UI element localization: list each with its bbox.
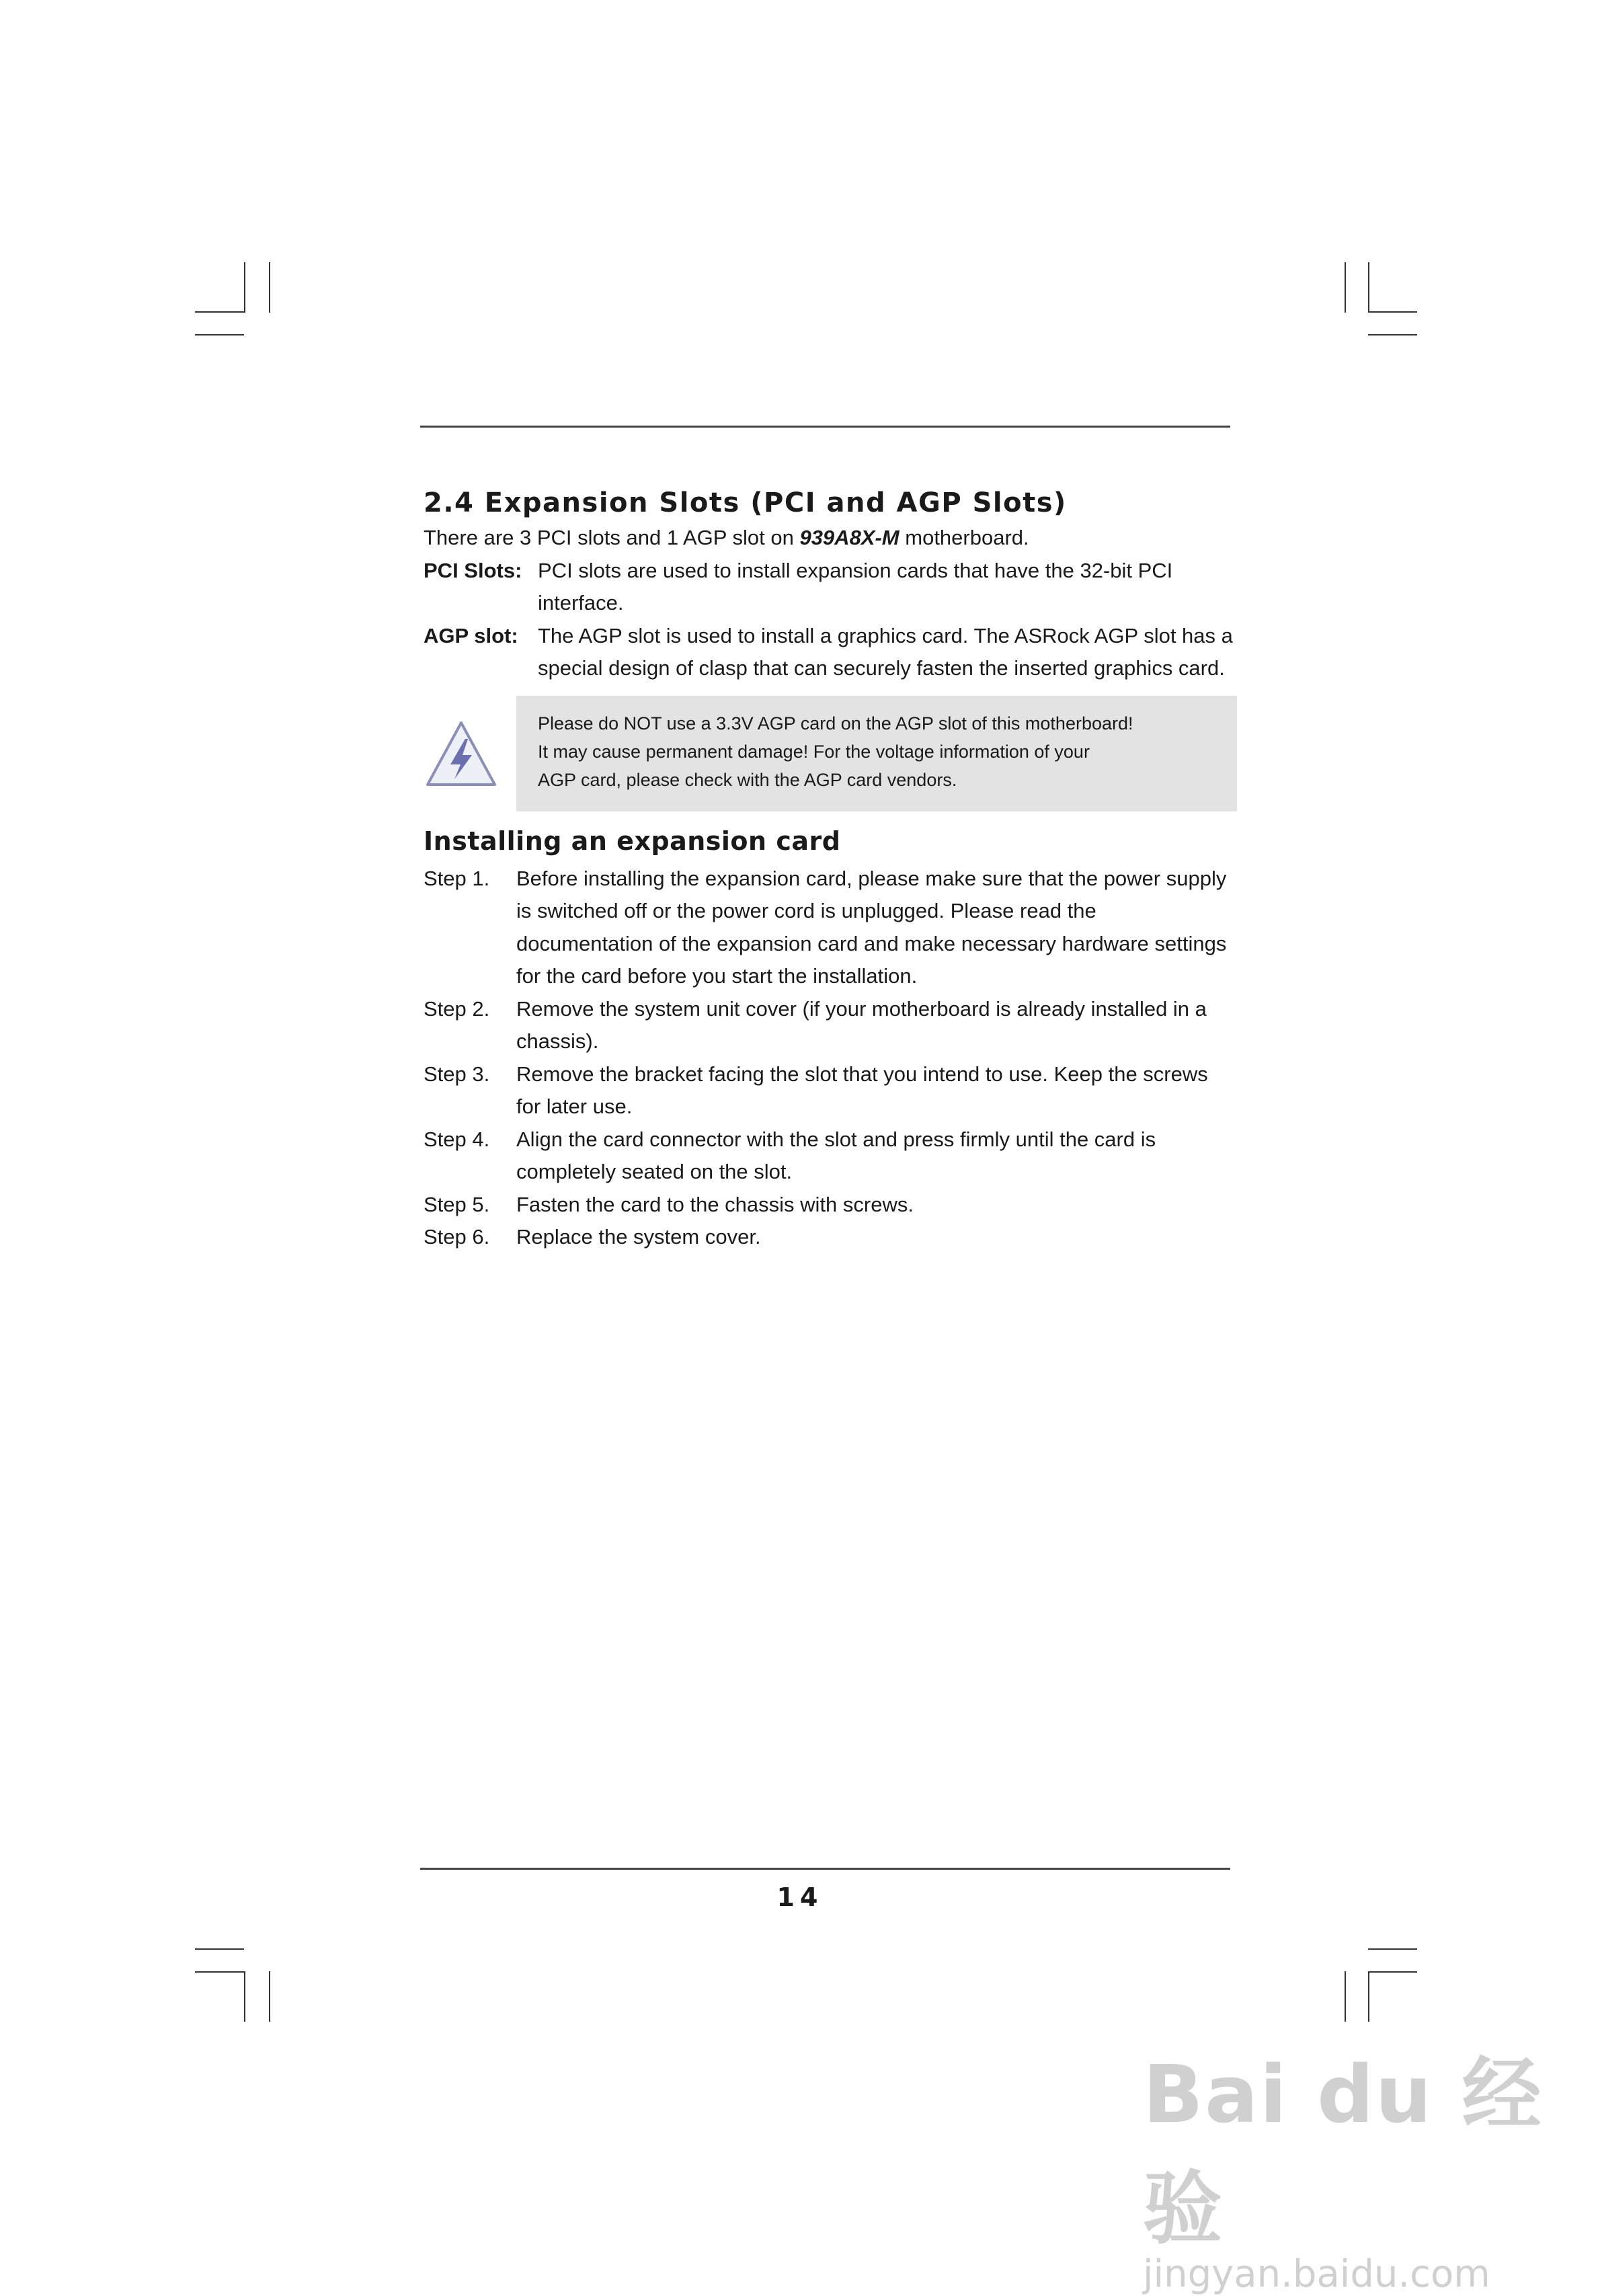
- crop-mark: [1368, 1971, 1369, 2022]
- step-label: Step 2.: [424, 996, 490, 1021]
- step-text: Align the card connector with the slot and press firmly until the card is completely seated on the slot.: [516, 1127, 1156, 1183]
- watermark-brand: Bai du 经验: [1143, 2048, 1543, 2255]
- crop-mark: [1345, 1971, 1346, 2022]
- pci-slots-text: PCI slots are used to install expansion cards that have the 32-bit PCI interface.: [538, 558, 1173, 615]
- list-item: [424, 1189, 1237, 1222]
- watermark-logo: [1143, 2030, 1600, 2296]
- pci-slots-row: [424, 555, 1237, 620]
- section-intro: [424, 522, 1237, 555]
- list-item: [424, 993, 1237, 1058]
- list-item: [424, 1221, 1237, 1254]
- list-item: [424, 1058, 1237, 1123]
- warning-line: Please do NOT use a 3.3V AGP card on the AGP slot of this motherboard!: [538, 713, 1133, 734]
- crop-mark: [1345, 262, 1346, 313]
- crop-mark: [195, 1971, 244, 1973]
- pci-slots-label: PCI Slots:: [424, 558, 522, 582]
- agp-slot-text: The AGP slot is used to install a graphics card. The ASRock AGP slot has a special design of clasp that can securely fasten the inserted graphics card.: [538, 623, 1233, 680]
- step-text: Remove the bracket facing the slot that you intend to use. Keep the screws for later use.: [516, 1062, 1208, 1118]
- crop-mark: [195, 311, 244, 313]
- footer-rule: [420, 1868, 1230, 1870]
- crop-mark: [1368, 1948, 1417, 1950]
- crop-mark: [244, 1971, 245, 2022]
- crop-mark: [244, 262, 245, 313]
- section-title: 2.4 Expansion Slots (PCI and AGP Slots): [424, 487, 1067, 518]
- crop-mark: [1368, 262, 1369, 313]
- warning-box: [516, 696, 1237, 811]
- step-label: Step 5.: [424, 1192, 490, 1216]
- crop-mark: [269, 1971, 270, 2022]
- agp-slot-label: AGP slot:: [424, 623, 518, 647]
- step-text: Replace the system cover.: [516, 1225, 761, 1249]
- page-content: [424, 484, 1237, 1254]
- agp-slot-row: [424, 620, 1237, 685]
- crop-mark: [195, 1948, 244, 1950]
- intro-text-end: motherboard.: [899, 526, 1029, 549]
- watermark-url: jingyan.baidu.com: [1143, 2252, 1490, 2296]
- crop-mark: [269, 262, 270, 313]
- list-item: [424, 1123, 1237, 1189]
- header-rule: [420, 426, 1230, 428]
- warning-line: AGP card, please check with the AGP card vendors.: [538, 769, 957, 790]
- warning-note: [424, 696, 1237, 811]
- step-label: Step 6.: [424, 1225, 490, 1249]
- warning-triangle-icon: [424, 696, 516, 811]
- step-label: Step 1.: [424, 866, 490, 890]
- crop-mark: [1368, 334, 1417, 335]
- step-label: Step 3.: [424, 1062, 490, 1086]
- step-label: Step 4.: [424, 1127, 490, 1151]
- model-name: 939A8X-M: [799, 526, 899, 549]
- intro-text: There are 3 PCI slots and 1 AGP slot on: [424, 526, 800, 549]
- warning-line: It may cause permanent damage! For the voltage information of your: [538, 741, 1090, 762]
- list-item: [424, 863, 1237, 993]
- crop-mark: [195, 334, 244, 335]
- install-title: Installing an expansion card: [424, 826, 841, 856]
- step-text: Before installing the expansion card, please make sure that the power supply is switched off or the power cord is unplugged. Please read the documentation of the expansion card and make necessary hardware settings for the card before you start the installation.: [516, 866, 1227, 988]
- page-number: 14: [776, 1883, 824, 1912]
- step-text: Fasten the card to the chassis with screws.: [516, 1192, 914, 1216]
- crop-mark: [1368, 311, 1417, 313]
- step-text: Remove the system unit cover (if your motherboard is already installed in a chassis).: [516, 996, 1207, 1053]
- crop-mark: [1368, 1971, 1417, 1973]
